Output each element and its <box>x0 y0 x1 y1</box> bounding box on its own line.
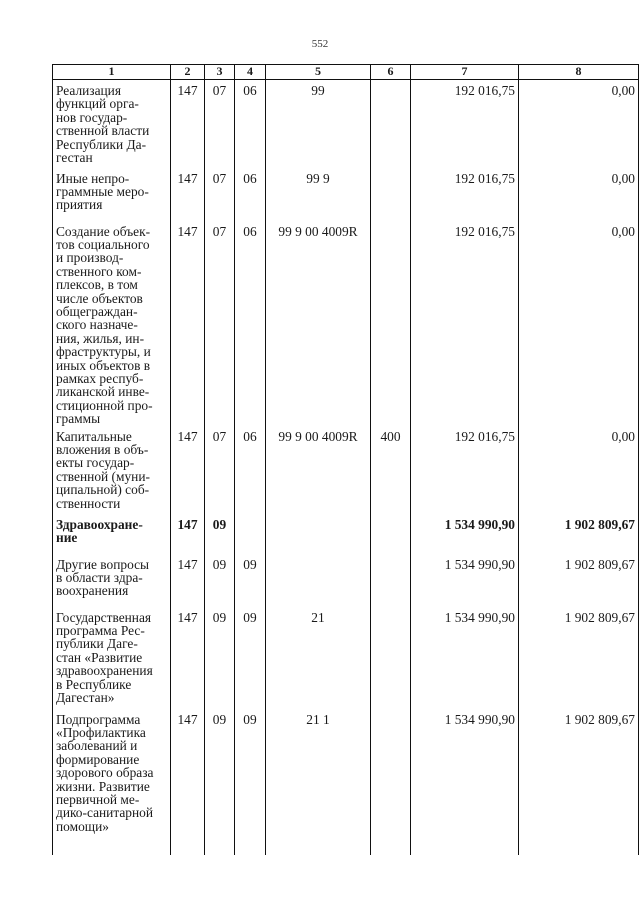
name-line: вложения в объ- <box>56 442 149 457</box>
name-line: в Республике <box>56 676 132 692</box>
name-cell <box>53 426 171 514</box>
name-line: функций орга- <box>56 96 139 112</box>
name-cell <box>53 554 171 607</box>
csr-cell: 99 9 <box>266 168 371 221</box>
name-line: первичной ме- <box>56 792 140 808</box>
name-line: числе объектов <box>56 290 143 306</box>
vr-cell <box>371 168 411 221</box>
name-cell <box>53 709 171 839</box>
name-line: жизни. Развитие <box>56 778 150 794</box>
empty-cell <box>171 839 205 855</box>
name-line: гестан <box>56 150 93 166</box>
name-line: публики Даге- <box>56 636 138 652</box>
sum2-cell: 1 902 809,67 <box>519 709 639 839</box>
name-line: воохранения <box>56 583 129 599</box>
name-line: стан «Развитие <box>56 649 143 665</box>
name-line: ского назначе- <box>56 317 138 333</box>
name-line: помощи» <box>56 818 109 834</box>
header-col-5: 5 <box>266 65 371 80</box>
csr-cell: 21 1 <box>266 709 371 839</box>
sum2-cell: 0,00 <box>519 168 639 221</box>
name-line: стиционной про- <box>56 397 153 413</box>
empty-cell <box>53 839 171 855</box>
name-line: и производ- <box>56 250 124 266</box>
sum2-cell: 0,00 <box>519 221 639 426</box>
name-line: программа Рес- <box>56 623 145 638</box>
sum2-cell: 0,00 <box>519 426 639 514</box>
empty-cell <box>235 839 266 855</box>
name-line: формирование <box>56 751 140 767</box>
csr-cell: 99 9 00 4009R <box>266 426 371 514</box>
name-line: ния, жилья, ин- <box>56 330 145 346</box>
ved-cell: 147 <box>171 426 205 514</box>
pr-cell: 06 <box>235 168 266 221</box>
vr-cell <box>371 709 411 839</box>
sum2-cell: 1 902 809,67 <box>519 607 639 709</box>
name-line: здорового образа <box>56 765 154 781</box>
name-line: Другие вопросы <box>56 556 150 572</box>
header-col-4: 4 <box>235 65 266 80</box>
name-line: ственной власти <box>56 123 150 139</box>
csr-cell <box>266 514 371 554</box>
vr-cell <box>371 554 411 607</box>
filler-row <box>53 839 639 855</box>
name-line: Капитальные <box>56 428 132 444</box>
name-line: тов социального <box>56 236 150 252</box>
name-line: ликанской инве- <box>56 384 150 400</box>
name-line: ственного ком- <box>56 263 142 279</box>
name-line: здравоохранения <box>56 663 153 679</box>
table-row <box>53 426 639 514</box>
rz-cell: 07 <box>205 168 235 221</box>
budget-table <box>52 64 639 855</box>
name-line: ственности <box>56 495 121 511</box>
name-line: Подпрограмма <box>56 711 141 727</box>
table-row <box>53 607 639 709</box>
name-line: иных объектов в <box>56 357 151 373</box>
ved-cell: 147 <box>171 709 205 839</box>
vr-cell: 400 <box>371 426 411 514</box>
sum2-cell: 1 902 809,67 <box>519 514 639 554</box>
rz-cell: 09 <box>205 554 235 607</box>
name-line: ципальной) соб- <box>56 482 150 498</box>
pr-cell: 09 <box>235 554 266 607</box>
table-row <box>53 80 639 168</box>
name-line: приятия <box>56 197 103 213</box>
name-line: граммные меро- <box>56 183 149 199</box>
vr-cell <box>371 607 411 709</box>
name-line: общеграждан- <box>56 303 138 319</box>
empty-cell <box>411 839 519 855</box>
name-line: екты государ- <box>56 455 135 471</box>
name-cell <box>53 80 171 168</box>
name-line: фраструктуры, и <box>56 344 151 360</box>
sum1-cell: 192 016,75 <box>411 80 519 168</box>
table-body <box>53 80 639 855</box>
name-line: Здравоохране- <box>56 516 143 532</box>
sum1-cell: 192 016,75 <box>411 168 519 221</box>
name-cell <box>53 168 171 221</box>
vr-cell <box>371 221 411 426</box>
name-line: Республики Да- <box>56 136 147 152</box>
header-col-3: 3 <box>205 65 235 80</box>
name-line: Дагестан» <box>56 690 115 706</box>
pr-cell: 06 <box>235 426 266 514</box>
empty-cell <box>266 839 371 855</box>
sum1-cell: 1 534 990,90 <box>411 709 519 839</box>
table-row <box>53 221 639 426</box>
name-line: нов государ- <box>56 109 128 125</box>
name-line: ние <box>56 530 78 545</box>
rz-cell: 09 <box>205 709 235 839</box>
csr-cell <box>266 554 371 607</box>
pr-cell: 06 <box>235 80 266 168</box>
sum1-cell: 1 534 990,90 <box>411 554 519 607</box>
rz-cell: 07 <box>205 221 235 426</box>
name-line: ственной (муни- <box>56 468 150 484</box>
sum2-cell: 0,00 <box>519 80 639 168</box>
table-row <box>53 514 639 554</box>
ved-cell: 147 <box>171 554 205 607</box>
header-col-1: 1 <box>53 65 171 80</box>
name-cell <box>53 221 171 426</box>
header-row <box>53 65 639 80</box>
pr-cell: 09 <box>235 607 266 709</box>
csr-cell: 99 <box>266 80 371 168</box>
table-row <box>53 168 639 221</box>
name-line: Реализация <box>56 83 122 98</box>
name-cell <box>53 514 171 554</box>
rz-cell: 09 <box>205 514 235 554</box>
name-line: рамках респуб- <box>56 370 144 386</box>
pr-cell <box>235 514 266 554</box>
rz-cell: 09 <box>205 607 235 709</box>
vr-cell <box>371 80 411 168</box>
ved-cell: 147 <box>171 168 205 221</box>
header-col-2: 2 <box>171 65 205 80</box>
name-cell <box>53 607 171 709</box>
table-row <box>53 554 639 607</box>
sum1-cell: 1 534 990,90 <box>411 514 519 554</box>
ved-cell: 147 <box>171 80 205 168</box>
csr-cell: 21 <box>266 607 371 709</box>
sum1-cell: 192 016,75 <box>411 426 519 514</box>
header-col-6: 6 <box>371 65 411 80</box>
name-line: в области здра- <box>56 570 143 585</box>
pr-cell: 09 <box>235 709 266 839</box>
sum2-cell: 1 902 809,67 <box>519 554 639 607</box>
ved-cell: 147 <box>171 607 205 709</box>
header-col-8: 8 <box>519 65 639 80</box>
empty-cell <box>205 839 235 855</box>
csr-cell: 99 9 00 4009R <box>266 221 371 426</box>
pr-cell: 06 <box>235 221 266 426</box>
table-row <box>53 709 639 839</box>
empty-cell <box>371 839 411 855</box>
sum1-cell: 1 534 990,90 <box>411 607 519 709</box>
name-line: заболеваний и <box>56 738 138 754</box>
name-line: «Профилактика <box>56 725 146 740</box>
sum1-cell: 192 016,75 <box>411 221 519 426</box>
vr-cell <box>371 514 411 554</box>
ved-cell: 147 <box>171 514 205 554</box>
ved-cell: 147 <box>171 221 205 426</box>
name-line: Иные непро- <box>56 170 130 186</box>
name-line: Государственная <box>56 609 152 625</box>
rz-cell: 07 <box>205 426 235 514</box>
header-col-7: 7 <box>411 65 519 80</box>
name-line: плексов, в том <box>56 277 138 293</box>
name-line: граммы <box>56 411 101 427</box>
name-line: Создание объек- <box>56 223 151 239</box>
page-number: 552 <box>311 38 329 50</box>
rz-cell: 07 <box>205 80 235 168</box>
name-line: дико-санитарной <box>56 805 154 821</box>
empty-cell <box>519 839 639 855</box>
